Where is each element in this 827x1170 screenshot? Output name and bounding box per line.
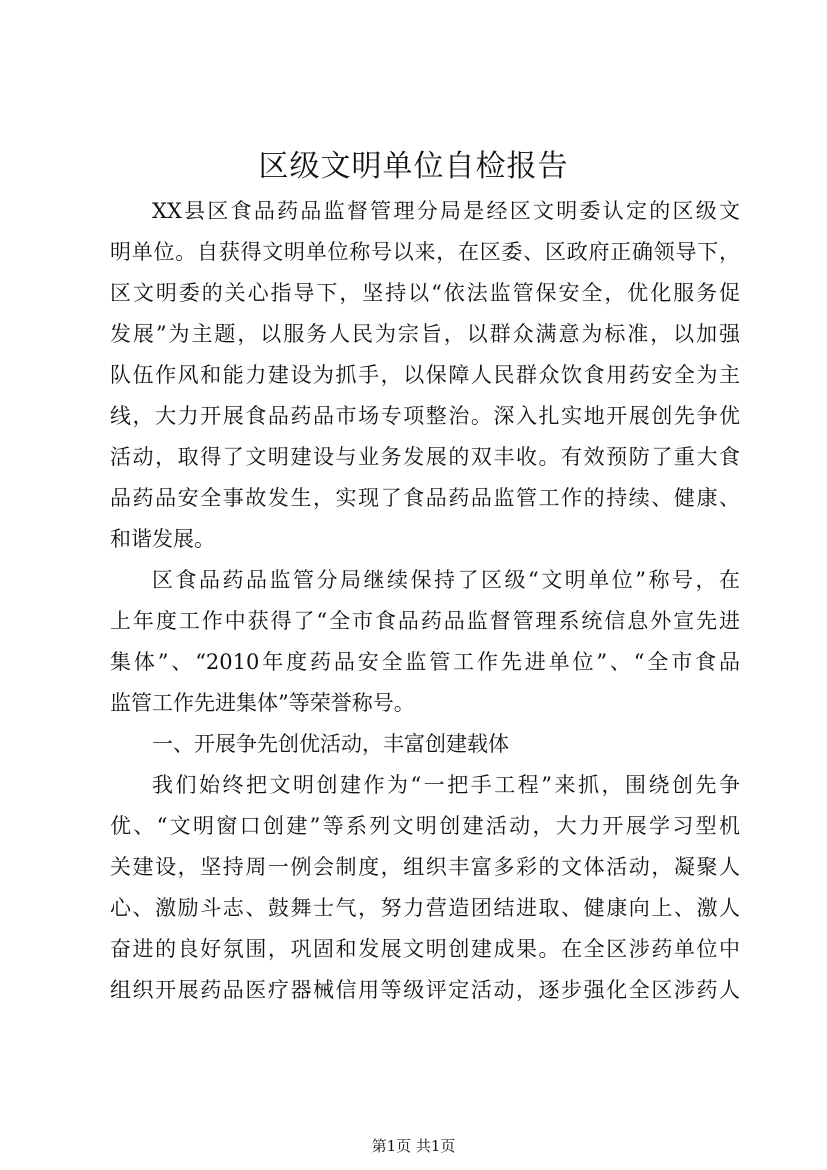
section-heading: 一、开展争先创优活动，丰富创建载体 xyxy=(152,732,509,756)
paragraph-line: 组织开展药品医疗器械信用等级评定活动，逐步强化全区涉药人 xyxy=(110,978,740,1002)
paragraph-line: 优、“文明窗口创建”等系列文明创建活动，大力开展学习型机 xyxy=(110,814,740,838)
paragraph-line: 线，大力开展食品药品市场专项整治。深入扎实地开展创先争优 xyxy=(110,404,740,428)
paragraph-line: 关建设，坚持周一例会制度，组织丰富多彩的文体活动，凝聚人 xyxy=(110,855,740,879)
document-title: 区级文明单位自检报告 xyxy=(258,149,569,184)
paragraph-line: 我们始终把文明创建作为“一把手工程”来抓，围绕创先争 xyxy=(152,773,740,797)
paragraph-line: 奋进的良好氛围，巩固和发展文明创建成果。在全区涉药单位中 xyxy=(110,937,740,961)
paragraph-line: 心、激励斗志、鼓舞士气，努力营造团结进取、健康向上、激人 xyxy=(110,896,740,920)
paragraph-line: 发展”为主题，以服务人民为宗旨，以群众满意为标准，以加强 xyxy=(110,322,740,346)
paragraph-line: 活动，取得了文明建设与业务发展的双丰收。有效预防了重大食 xyxy=(110,445,740,469)
paragraph-line: XX县区食品药品监督管理分局是经区文明委认定的区级文 xyxy=(152,199,740,223)
paragraph-line: 队伍作风和能力建设为抓手，以保障人民群众饮食用药安全为主 xyxy=(110,363,740,387)
paragraph-line: 品药品安全事故发生，实现了食品药品监管工作的持续、健康、 xyxy=(110,486,740,510)
paragraph-line: 集体”、“2010年度药品安全监管工作先进单位”、“全市食品 xyxy=(110,650,740,674)
paragraph-line: 和谐发展。 xyxy=(110,527,215,551)
paragraph-line: 区食品药品监管分局继续保持了区级“文明单位”称号，在 xyxy=(152,568,740,592)
paragraph-line: 明单位。自获得文明单位称号以来，在区委、区政府正确领导下， xyxy=(110,240,740,264)
paragraph-line: 监管工作先进集体”等荣誉称号。 xyxy=(110,691,415,715)
page-footer: 第1页 共1页 xyxy=(371,1137,456,1155)
paragraph-line: 上年度工作中获得了“全市食品药品监督管理系统信息外宣先进 xyxy=(110,609,740,633)
paragraph-line: 区文明委的关心指导下，坚持以“依法监管保安全，优化服务促 xyxy=(110,281,740,305)
